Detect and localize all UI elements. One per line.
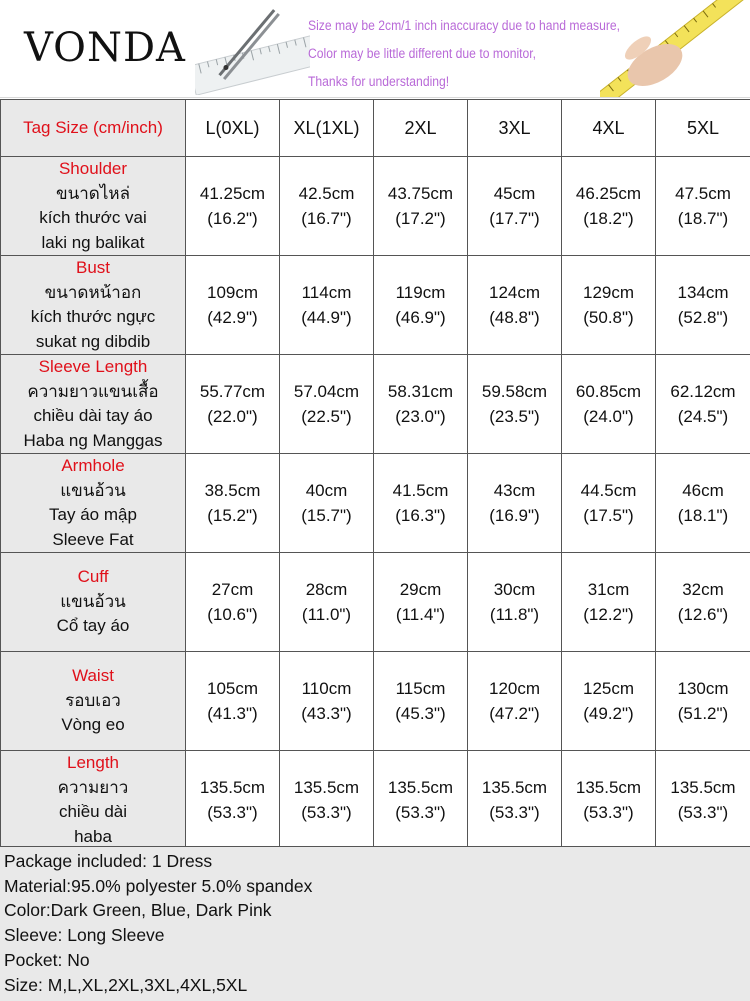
measurement-translation: ความยาว xyxy=(1,776,185,801)
detail-sleeve: Sleeve: Long Sleeve xyxy=(4,923,750,948)
table-body xyxy=(1,157,750,850)
value-inch: (53.3") xyxy=(656,800,750,825)
measurement-name: Bust xyxy=(1,256,185,281)
value-inch: (12.6") xyxy=(656,602,750,627)
measurement-value-cell xyxy=(186,553,280,652)
measurement-translation: Cổ tay áo xyxy=(1,614,185,639)
value-cm: 41.25cm xyxy=(186,181,279,206)
table-row xyxy=(1,157,750,256)
measurement-label-cell xyxy=(1,157,186,256)
measurement-value-cell xyxy=(374,454,468,553)
value-cm: 110cm xyxy=(280,676,373,701)
measurement-translation: Tay áo mập xyxy=(1,503,185,528)
value-cm: 29cm xyxy=(374,577,467,602)
value-inch: (16.9") xyxy=(468,503,561,528)
measurement-value-cell xyxy=(186,751,280,850)
tag-size-header: Tag Size (cm/inch) xyxy=(1,100,186,157)
size-column-header: 2XL xyxy=(374,100,468,157)
value-cm: 62.12cm xyxy=(656,379,750,404)
value-cm: 134cm xyxy=(656,280,750,305)
measurement-value-cell xyxy=(374,553,468,652)
value-inch: (53.3") xyxy=(280,800,373,825)
table-row xyxy=(1,256,750,355)
measurement-value-cell xyxy=(562,553,656,652)
measurement-name: Armhole xyxy=(1,454,185,479)
measurement-translation: ขนาดไหล่ xyxy=(1,182,185,207)
measurement-label-cell xyxy=(1,256,186,355)
ruler-and-scissors-icon xyxy=(195,2,310,95)
measurement-translation: รอบเอว xyxy=(1,689,185,714)
measurement-value-cell xyxy=(656,751,750,850)
measurement-value-cell xyxy=(562,751,656,850)
value-cm: 115cm xyxy=(374,676,467,701)
table-row xyxy=(1,454,750,553)
measurement-value-cell xyxy=(280,157,374,256)
hand-measuring-tape-icon xyxy=(600,0,750,97)
note-line: Thanks for understanding! xyxy=(308,68,620,96)
measurement-label-cell xyxy=(1,553,186,652)
measurement-value-cell xyxy=(562,256,656,355)
value-cm: 125cm xyxy=(562,676,655,701)
brand-logo: VONDA xyxy=(24,25,186,71)
value-cm: 30cm xyxy=(468,577,561,602)
table-row xyxy=(1,553,750,652)
measurement-translation: laki ng balikat xyxy=(1,231,185,256)
value-cm: 28cm xyxy=(280,577,373,602)
detail-pocket: Pocket: No xyxy=(4,948,750,973)
value-cm: 135.5cm xyxy=(186,775,279,800)
measurement-value-cell xyxy=(280,553,374,652)
value-inch: (24.5") xyxy=(656,404,750,429)
measurement-label-cell xyxy=(1,652,186,751)
measurement-value-cell xyxy=(656,553,750,652)
measurement-value-cell xyxy=(656,652,750,751)
size-column-header: 4XL xyxy=(562,100,656,157)
value-inch: (52.8") xyxy=(656,305,750,330)
measurement-value-cell xyxy=(374,751,468,850)
measurement-value-cell xyxy=(468,454,562,553)
measurement-value-cell xyxy=(562,355,656,454)
value-inch: (12.2") xyxy=(562,602,655,627)
measurement-name: Waist xyxy=(1,664,185,689)
value-cm: 43.75cm xyxy=(374,181,467,206)
size-chart-table xyxy=(0,99,750,850)
measurement-translation: chiều dài xyxy=(1,800,185,825)
value-cm: 135.5cm xyxy=(656,775,750,800)
value-cm: 60.85cm xyxy=(562,379,655,404)
value-cm: 135.5cm xyxy=(374,775,467,800)
measurement-value-cell xyxy=(280,355,374,454)
value-cm: 135.5cm xyxy=(562,775,655,800)
measurement-name: Cuff xyxy=(1,565,185,590)
value-inch: (49.2") xyxy=(562,701,655,726)
value-inch: (17.5") xyxy=(562,503,655,528)
value-inch: (15.2") xyxy=(186,503,279,528)
value-inch: (23.5") xyxy=(468,404,561,429)
value-cm: 120cm xyxy=(468,676,561,701)
measurement-label-cell xyxy=(1,454,186,553)
size-column-header: 5XL xyxy=(656,100,750,157)
size-column-header: 3XL xyxy=(468,100,562,157)
value-inch: (48.8") xyxy=(468,305,561,330)
value-cm: 27cm xyxy=(186,577,279,602)
value-inch: (10.6") xyxy=(186,602,279,627)
measurement-value-cell xyxy=(468,256,562,355)
value-inch: (22.0") xyxy=(186,404,279,429)
measurement-translation: chiều dài tay áo xyxy=(1,404,185,429)
value-cm: 55.77cm xyxy=(186,379,279,404)
measurement-value-cell xyxy=(468,652,562,751)
measurement-value-cell xyxy=(562,454,656,553)
value-inch: (24.0") xyxy=(562,404,655,429)
value-cm: 135.5cm xyxy=(468,775,561,800)
measurement-value-cell xyxy=(186,157,280,256)
measurement-value-cell xyxy=(186,355,280,454)
measurement-value-cell xyxy=(562,652,656,751)
value-inch: (43.3") xyxy=(280,701,373,726)
product-details xyxy=(0,846,750,1001)
value-inch: (47.2") xyxy=(468,701,561,726)
value-inch: (41.3") xyxy=(186,701,279,726)
measurement-value-cell xyxy=(468,355,562,454)
value-cm: 47.5cm xyxy=(656,181,750,206)
value-inch: (16.7") xyxy=(280,206,373,231)
measurement-value-cell xyxy=(374,652,468,751)
value-inch: (44.9") xyxy=(280,305,373,330)
value-cm: 43cm xyxy=(468,478,561,503)
measurement-value-cell xyxy=(280,751,374,850)
value-inch: (46.9") xyxy=(374,305,467,330)
measurement-value-cell xyxy=(656,157,750,256)
value-cm: 38.5cm xyxy=(186,478,279,503)
note-line: Size may be 2cm/1 inch inaccuracy due to hand measure, xyxy=(308,12,620,40)
value-inch: (11.8") xyxy=(468,602,561,627)
measurement-value-cell xyxy=(562,157,656,256)
table-row xyxy=(1,652,750,751)
value-inch: (23.0") xyxy=(374,404,467,429)
table-row xyxy=(1,355,750,454)
value-inch: (53.3") xyxy=(562,800,655,825)
value-cm: 124cm xyxy=(468,280,561,305)
value-inch: (50.8") xyxy=(562,305,655,330)
value-inch: (51.2") xyxy=(656,701,750,726)
table-header-row xyxy=(1,100,750,157)
measurement-translation: kích thước ngực xyxy=(1,305,185,330)
measurement-value-cell xyxy=(374,355,468,454)
size-column-header: L(0XL) xyxy=(186,100,280,157)
detail-package: Package included: 1 Dress xyxy=(4,849,750,874)
measurement-value-cell xyxy=(280,256,374,355)
value-inch: (53.3") xyxy=(186,800,279,825)
value-inch: (16.3") xyxy=(374,503,467,528)
detail-size: Size: M,L,XL,2XL,3XL,4XL,5XL xyxy=(4,973,750,998)
measurement-translation: แขนอ้วน xyxy=(1,479,185,504)
measurement-value-cell xyxy=(656,454,750,553)
value-cm: 130cm xyxy=(656,676,750,701)
value-cm: 42.5cm xyxy=(280,181,373,206)
measurement-translation: Vòng eo xyxy=(1,713,185,738)
measurement-name: Length xyxy=(1,751,185,776)
value-inch: (53.3") xyxy=(468,800,561,825)
size-column-header: XL(1XL) xyxy=(280,100,374,157)
measurement-value-cell xyxy=(656,355,750,454)
measurement-translation: kích thước vai xyxy=(1,206,185,231)
header-banner xyxy=(0,0,750,98)
measurement-name: Sleeve Length xyxy=(1,355,185,380)
measurement-value-cell xyxy=(656,256,750,355)
detail-color: Color:Dark Green, Blue, Dark Pink xyxy=(4,898,750,923)
value-cm: 44.5cm xyxy=(562,478,655,503)
value-inch: (53.3") xyxy=(374,800,467,825)
measurement-translation: haba xyxy=(1,825,185,850)
measurement-value-cell xyxy=(186,454,280,553)
measurement-label-cell xyxy=(1,355,186,454)
value-cm: 59.58cm xyxy=(468,379,561,404)
measurement-translation: ขนาดหน้าอก xyxy=(1,281,185,306)
value-inch: (42.9") xyxy=(186,305,279,330)
value-cm: 135.5cm xyxy=(280,775,373,800)
value-inch: (15.7") xyxy=(280,503,373,528)
value-cm: 114cm xyxy=(280,280,373,305)
measurement-value-cell xyxy=(186,652,280,751)
value-cm: 32cm xyxy=(656,577,750,602)
value-cm: 109cm xyxy=(186,280,279,305)
value-inch: (18.2") xyxy=(562,206,655,231)
value-inch: (11.0") xyxy=(280,602,373,627)
measurement-value-cell xyxy=(468,157,562,256)
measurement-translation: Haba ng Manggas xyxy=(1,429,185,454)
value-inch: (45.3") xyxy=(374,701,467,726)
value-inch: (22.5") xyxy=(280,404,373,429)
value-cm: 129cm xyxy=(562,280,655,305)
value-cm: 57.04cm xyxy=(280,379,373,404)
value-cm: 31cm xyxy=(562,577,655,602)
value-cm: 46cm xyxy=(656,478,750,503)
measurement-value-cell xyxy=(280,652,374,751)
measurement-value-cell xyxy=(468,553,562,652)
measurement-translation: sukat ng dibdib xyxy=(1,330,185,355)
value-inch: (18.1") xyxy=(656,503,750,528)
value-inch: (11.4") xyxy=(374,602,467,627)
measurement-translation: Sleeve Fat xyxy=(1,528,185,553)
value-inch: (16.2") xyxy=(186,206,279,231)
value-inch: (17.2") xyxy=(374,206,467,231)
detail-material: Material:95.0% polyester 5.0% spandex xyxy=(4,874,750,899)
note-line: Color may be little different due to monitor, xyxy=(308,40,620,68)
measurement-value-cell xyxy=(374,256,468,355)
measurement-value-cell xyxy=(280,454,374,553)
value-cm: 45cm xyxy=(468,181,561,206)
value-cm: 58.31cm xyxy=(374,379,467,404)
measurement-value-cell xyxy=(468,751,562,850)
measurement-label-cell xyxy=(1,751,186,850)
measurement-value-cell xyxy=(374,157,468,256)
value-cm: 105cm xyxy=(186,676,279,701)
measurement-value-cell xyxy=(186,256,280,355)
value-inch: (17.7") xyxy=(468,206,561,231)
measurement-translation: แขนอ้วน xyxy=(1,590,185,615)
measurement-name: Shoulder xyxy=(1,157,185,182)
table-row xyxy=(1,751,750,850)
value-cm: 41.5cm xyxy=(374,478,467,503)
value-cm: 119cm xyxy=(374,280,467,305)
value-inch: (18.7") xyxy=(656,206,750,231)
value-cm: 46.25cm xyxy=(562,181,655,206)
measurement-translation: ความยาวแขนเสื้อ xyxy=(1,380,185,405)
value-cm: 40cm xyxy=(280,478,373,503)
